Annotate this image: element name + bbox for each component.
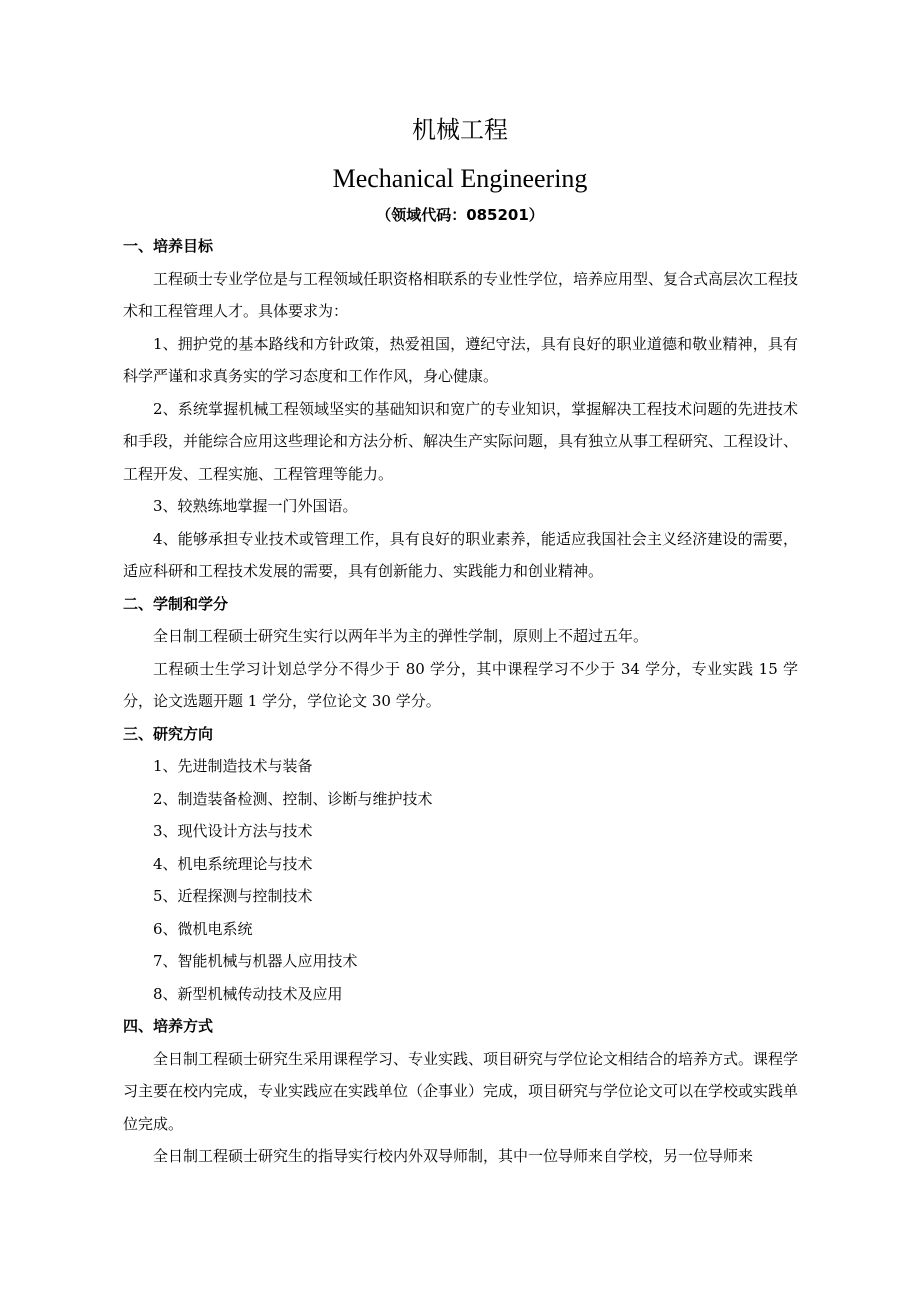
list-item: 4、机电系统理论与技术 <box>153 854 313 873</box>
paragraph: 工程硕士生学习计划总学分不得少于 80 学分，其中课程学习不少于 34 学分，专业实践 15 学分，论文选题开题 1 学分，学位论文 30 学分。 <box>123 659 798 710</box>
document-title: 机械工程 <box>412 116 508 144</box>
section-heading-training-mode: 四、培养方式 <box>123 1017 214 1035</box>
list-item: 8、新型机械传动技术及应用 <box>153 984 343 1003</box>
list-item: 2、制造装备检测、控制、诊断与维护技术 <box>153 789 433 808</box>
list-item: 1、先进制造技术与装备 <box>153 757 313 775</box>
paragraph: 2、系统掌握机械工程领域坚实的基础知识和宽广的专业知识，掌握解决工程技术问题的先进技术和手段，并能综合应用这些理论和方法分析、解决生产实际问题，具有独立从事工程研究、工程设计、工程开发、工程实施、工程管理等能力。 <box>123 399 799 483</box>
section-heading-objectives: 一、培养目标 <box>123 237 214 255</box>
field-code: （领域代码：085201） <box>376 206 544 224</box>
paragraph: 1、拥护党的基本路线和方针政策，热爱祖国，遵纪守法，具有良好的职业道德和敬业精神，具有科学严谨和求真务实的学习态度和工作作风，身心健康。 <box>123 334 798 385</box>
section-heading-research-directions: 三、研究方向 <box>123 724 214 743</box>
list-item: 7、智能机械与机器人应用技术 <box>153 952 358 970</box>
document-body <box>123 230 798 1173</box>
paragraph: 工程硕士专业学位是与工程领域任职资格相联系的专业性学位，培养应用型、复合式高层次工程技术和工程管理人才。具体要求为： <box>123 269 799 320</box>
paragraph: 3、较熟练地掌握一门外国语。 <box>153 497 358 515</box>
list-item: 5、近程探测与控制技术 <box>153 887 313 905</box>
list-item: 3、现代设计方法与技术 <box>153 822 313 840</box>
list-item: 6、微机电系统 <box>153 919 253 938</box>
paragraph: 全日制工程硕士研究生的指导实行校内外双导师制，其中一位导师来自学校，另一位导师来 <box>153 1147 754 1165</box>
paragraph: 全日制工程硕士研究生采用课程学习、专业实践、项目研究与学位论文相结合的培养方式。课程学习主要在校内完成，专业实践应在实践单位（企事业）完成，项目研究与学位论文可以在学校或实践单位完成。 <box>123 1049 799 1133</box>
section-heading-duration-credits: 二、学制和学分 <box>123 594 229 613</box>
document-title-english: Mechanical Engineering <box>332 164 588 193</box>
paragraph: 4、能够承担专业技术或管理工作，具有良好的职业素养，能适应我国社会主义经济建设的需要，适应科研和工程技术发展的需要，具有创新能力、实践能力和创业精神。 <box>123 529 798 580</box>
paragraph: 全日制工程硕士研究生实行以两年半为主的弹性学制，原则上不超过五年。 <box>153 627 649 645</box>
